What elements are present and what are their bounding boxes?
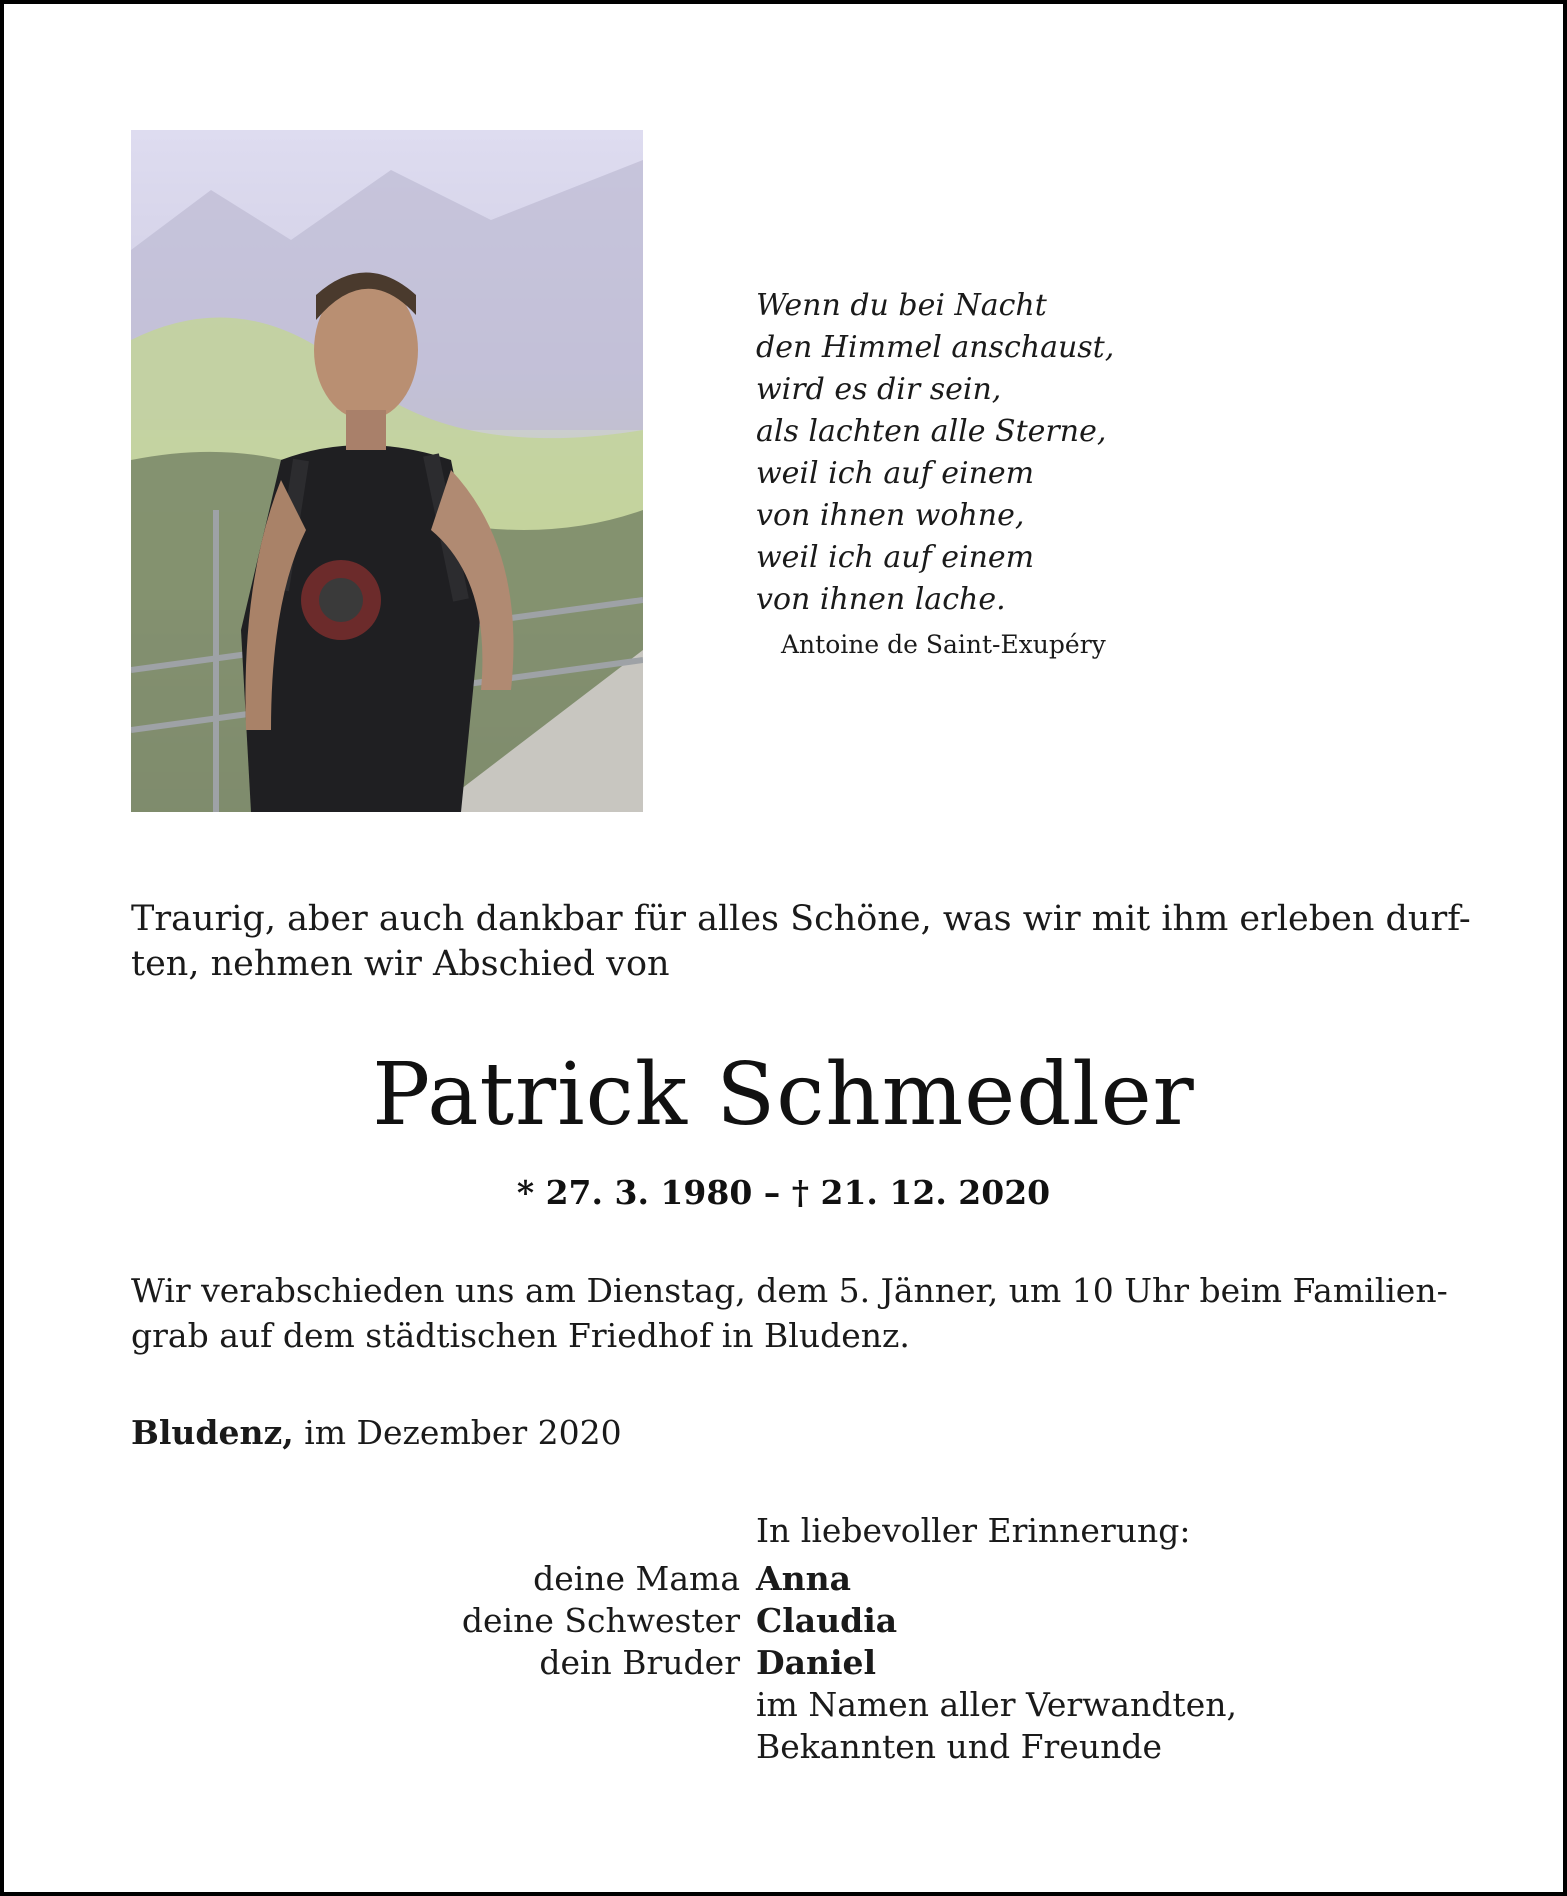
family-relation: deine Schwester [461, 1601, 740, 1640]
closing-text [756, 1684, 1237, 1768]
deceased-name: Patrick Schmedler [372, 1045, 1195, 1145]
family-row [330, 1642, 1330, 1684]
family-list [330, 1558, 1330, 1684]
remembrance-heading: In liebevoller Erinnerung: [756, 1511, 1191, 1550]
ceremony-line: grab auf dem städtischen Friedhof in Bludenz. [131, 1316, 910, 1355]
family-row [330, 1600, 1330, 1642]
poem-line: den Himmel anschaust, [756, 330, 1115, 365]
family-relation: deine Mama [533, 1559, 740, 1598]
intro-line: ten, nehmen wir Abschied von [131, 944, 670, 984]
poem-line: von ihnen lache. [756, 582, 1006, 617]
family-row [330, 1558, 1330, 1600]
poem-line: als lachten alle Sterne, [756, 414, 1107, 449]
family-member-name: Anna [756, 1559, 851, 1598]
family-member-name: Claudia [756, 1601, 898, 1640]
intro-text [131, 897, 1471, 987]
place-date-text: im Dezember 2020 [304, 1413, 622, 1452]
place-date [131, 1410, 622, 1455]
poem-line: wird es dir sein, [756, 372, 1002, 407]
life-dates: * 27. 3. 1980 – † 21. 12. 2020 [516, 1173, 1051, 1212]
poem-line: weil ich auf einem [756, 540, 1035, 575]
poem [756, 285, 1276, 621]
poem-line: Wenn du bei Nacht [756, 288, 1047, 323]
portrait-photo [131, 130, 643, 812]
closing-line: im Namen aller Verwandten, [756, 1685, 1237, 1724]
family-member-name: Daniel [756, 1643, 877, 1682]
closing-line: Bekannten und Freunde [756, 1727, 1162, 1766]
poem-author: Antoine de Saint-Exupéry [781, 630, 1106, 659]
place-town: Bludenz, [131, 1413, 294, 1452]
family-relation: dein Bruder [539, 1643, 740, 1682]
poem-line: weil ich auf einem [756, 456, 1035, 491]
poem-line: von ihnen wohne, [756, 498, 1025, 533]
portrait-illustration [131, 130, 643, 812]
intro-line: Traurig, aber auch dankbar für alles Schöne, was wir mit ihm erleben durf- [131, 899, 1471, 939]
ceremony-text [131, 1268, 1451, 1358]
ceremony-line: Wir verabschieden uns am Dienstag, dem 5. Jänner, um 10 Uhr beim Familien- [131, 1271, 1448, 1310]
